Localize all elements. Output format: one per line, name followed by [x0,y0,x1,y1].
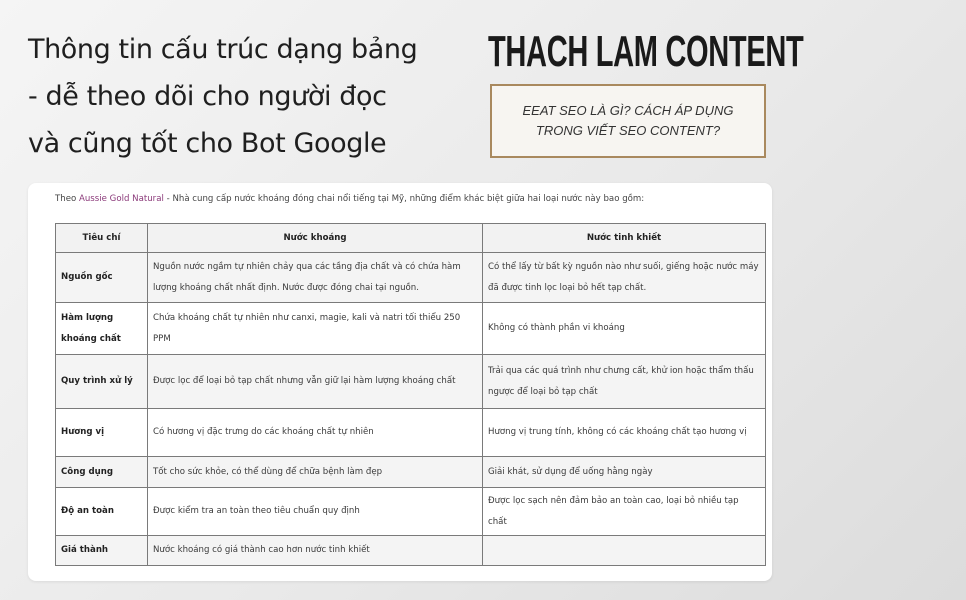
article-title-line: TRONG VIẾT SEO CONTENT? [535,123,721,138]
table-row [56,488,766,536]
headline [28,26,478,167]
criterion-cell: Quy trình xử lý [56,355,148,409]
article-title-line: EEAT SEO LÀ GÌ? CÁCH ÁP DỤNG [522,103,734,118]
purified-water-cell [483,536,766,566]
intro-prefix: Theo [55,194,79,204]
table-card [28,183,772,581]
table-row [56,253,766,303]
source-link[interactable]: Aussie Gold Natural [78,194,164,204]
purified-water-cell: Được lọc sạch nên đảm bảo an toàn cao, loại bỏ nhiều tạp chất [483,488,766,536]
criterion-cell: Độ an toàn [56,488,148,536]
headline-line: - dễ theo dõi cho người đọc [28,81,387,112]
purified-water-cell: Giải khát, sử dụng để uống hằng ngày [483,457,766,488]
headline-line: Thông tin cấu trúc dạng bảng [28,34,418,65]
brand-name: THACH LAM CONTENT [488,27,804,76]
mineral-water-cell: Được lọc để loại bỏ tạp chất nhưng vẫn giữ lại hàm lượng khoáng chất [148,355,483,409]
table-row [56,409,766,457]
mineral-water-cell: Nguồn nước ngầm tự nhiên chảy qua các tầng địa chất và có chứa hàm lượng khoáng chất nhất định. Nước được đóng chai tại nguồn. [148,253,483,303]
column-header: Nước tinh khiết [483,224,766,253]
criterion-cell: Hàm lượng khoáng chất [56,303,148,355]
mineral-water-cell: Tốt cho sức khỏe, có thể dùng để chữa bệnh làm đẹp [148,457,483,488]
headline-line: và cũng tốt cho Bot Google [28,128,387,159]
table-row [56,457,766,488]
table-row [56,355,766,409]
article-link-box[interactable] [490,84,766,158]
purified-water-cell: Không có thành phần vi khoáng [483,303,766,355]
table-header-row [56,224,766,253]
intro-text [55,193,745,205]
purified-water-cell: Hương vị trung tính, không có các khoáng chất tạo hương vị [483,409,766,457]
criterion-cell: Công dụng [56,457,148,488]
comparison-table [55,223,766,566]
mineral-water-cell: Chứa khoáng chất tự nhiên như canxi, magie, kali và natri tối thiểu 250 PPM [148,303,483,355]
purified-water-cell: Trải qua các quá trình như chưng cất, khử ion hoặc thẩm thấu ngược để loại bỏ tạp chất [483,355,766,409]
purified-water-cell: Có thể lấy từ bất kỳ nguồn nào như suối, giếng hoặc nước máy đã được tinh lọc loại bỏ hết tạp chất. [483,253,766,303]
mineral-water-cell: Có hương vị đặc trưng do các khoáng chất tự nhiên [148,409,483,457]
mineral-water-cell: Được kiểm tra an toàn theo tiêu chuẩn quy định [148,488,483,536]
criterion-cell: Nguồn gốc [56,253,148,303]
column-header: Tiêu chí [56,224,148,253]
column-header: Nước khoáng [148,224,483,253]
criterion-cell: Hương vị [56,409,148,457]
brand-logo [488,27,804,76]
mineral-water-cell: Nước khoáng có giá thành cao hơn nước tinh khiết [148,536,483,566]
table-row [56,536,766,566]
criterion-cell: Giá thành [56,536,148,566]
intro-suffix: - Nhà cung cấp nước khoáng đóng chai nổi tiếng tại Mỹ, những điểm khác biệt giữa hai loại nước này bao gồm: [163,194,645,204]
table-row [56,303,766,355]
